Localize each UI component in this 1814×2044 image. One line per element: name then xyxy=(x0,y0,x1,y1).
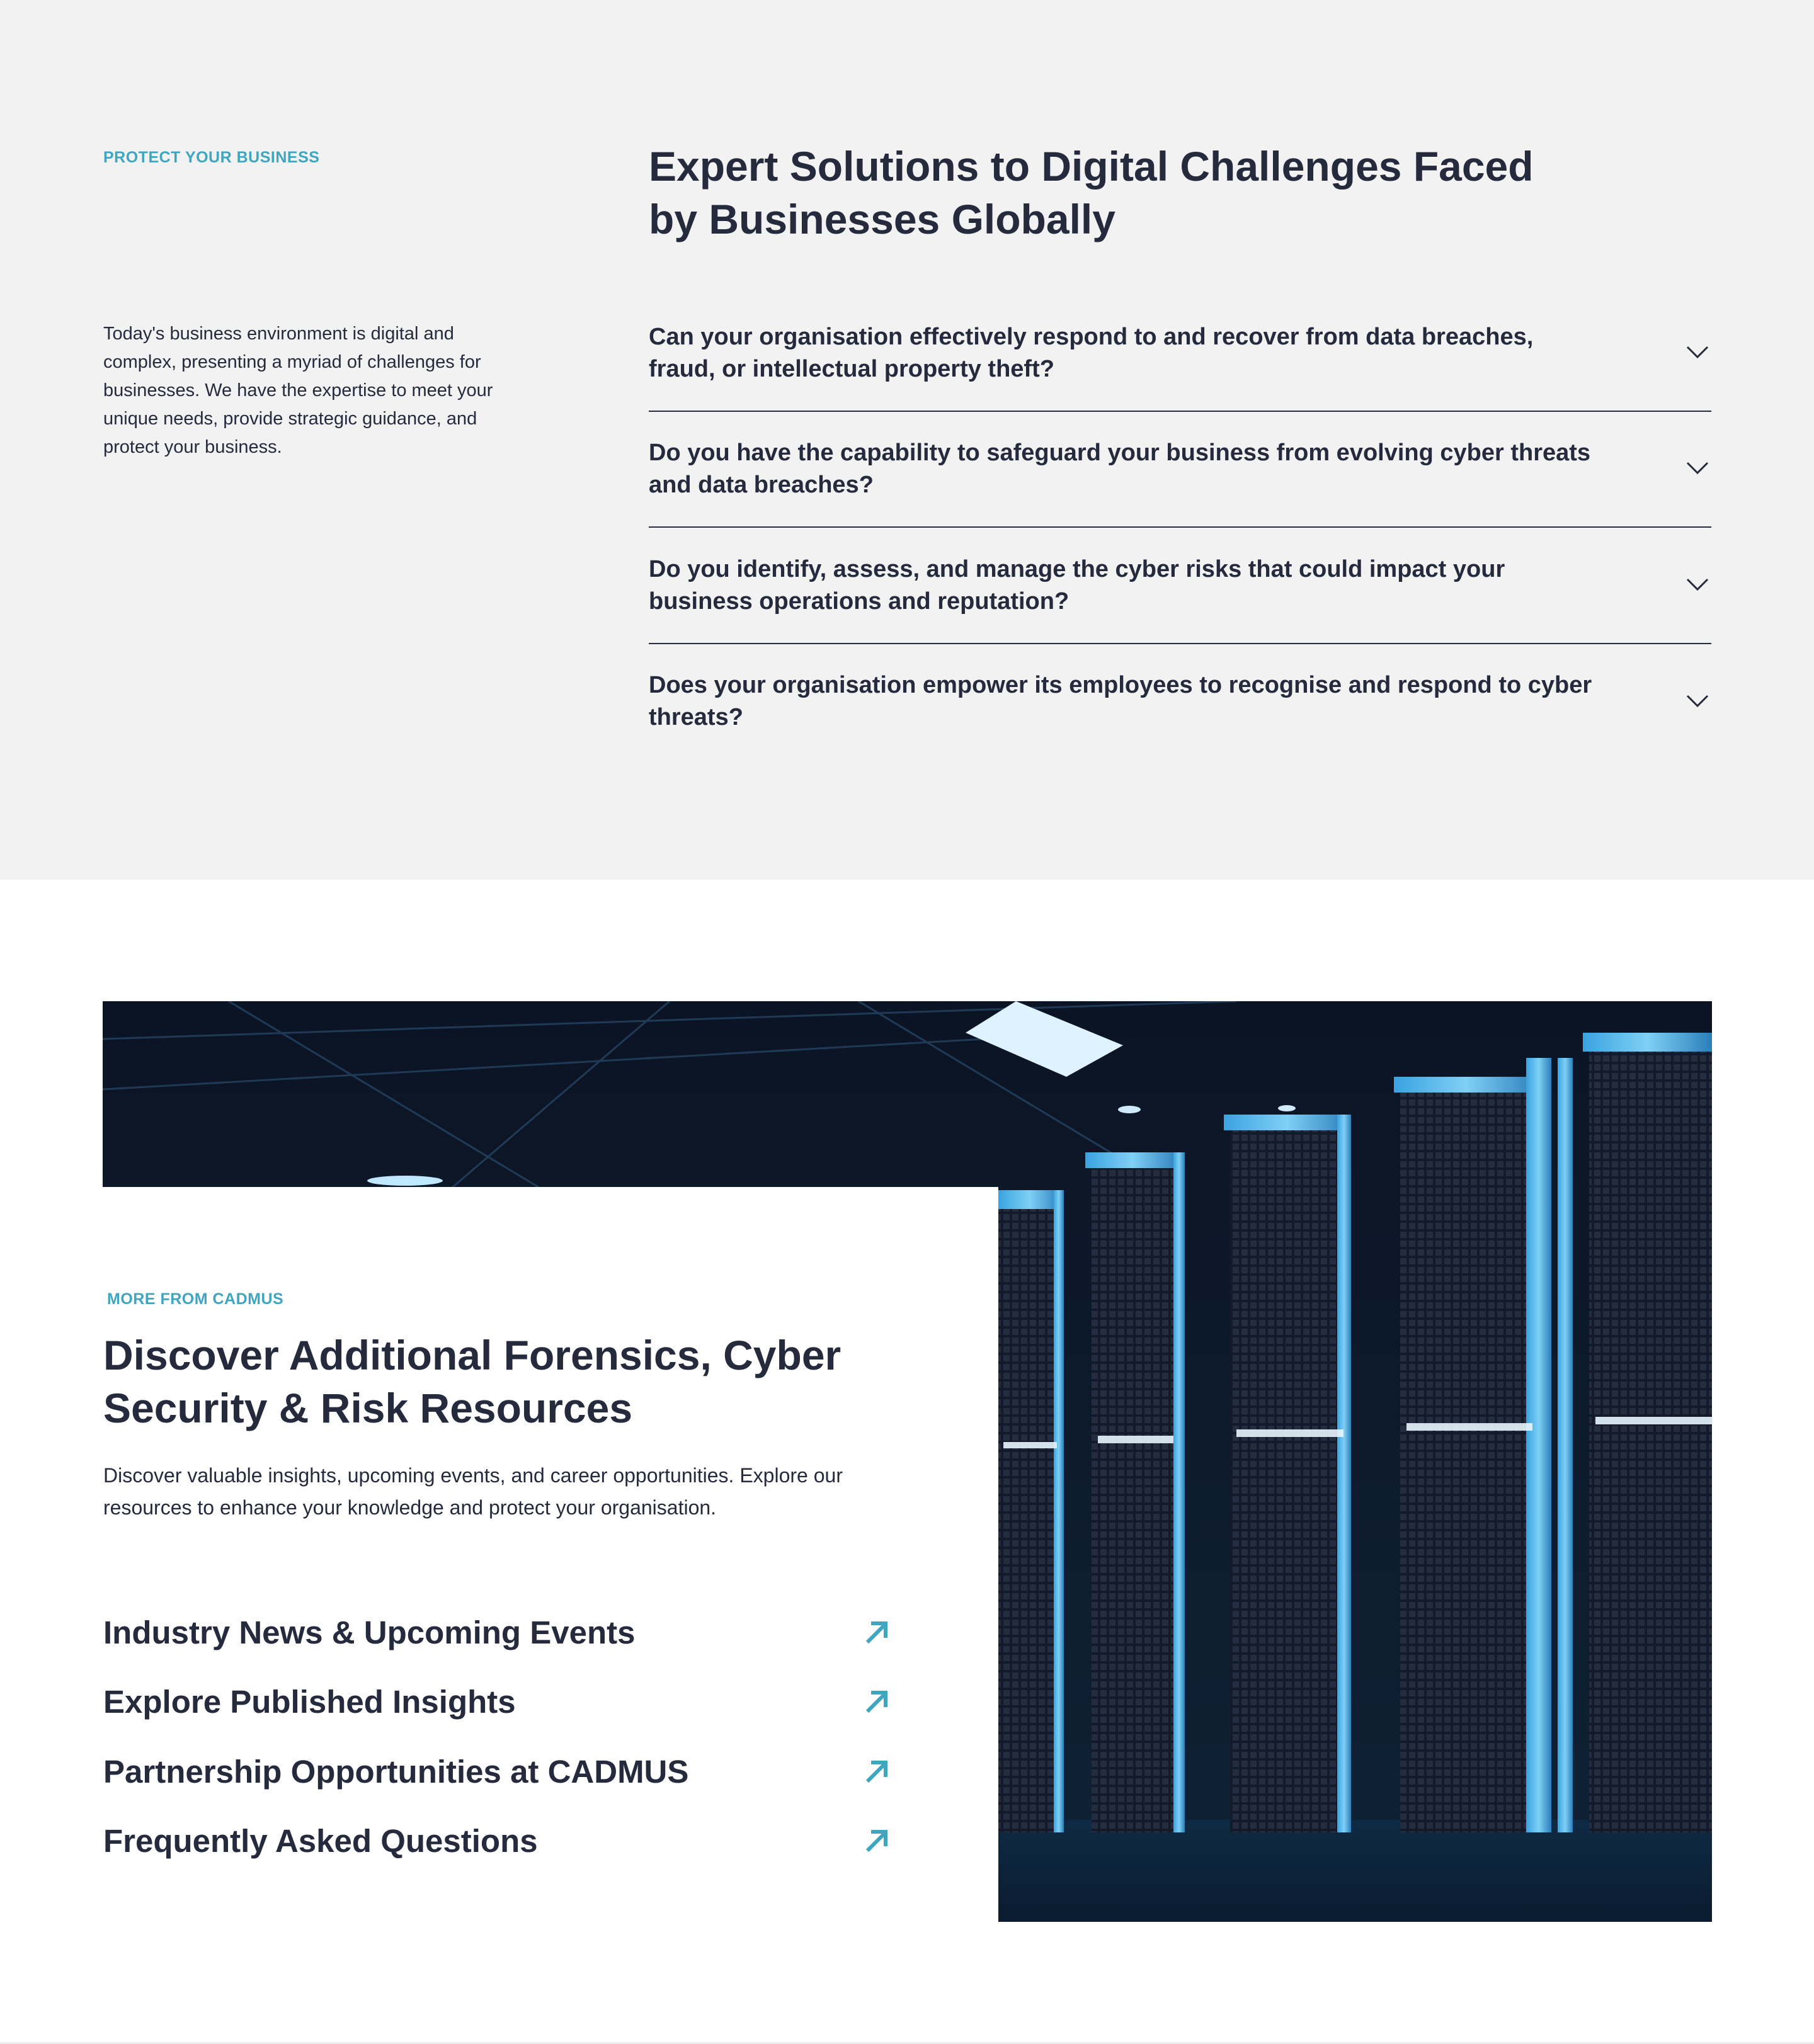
arrow-up-right-icon xyxy=(862,1757,890,1785)
link-industry-news[interactable] xyxy=(103,1611,897,1655)
faq-question-line: fraud, or intellectual property theft? xyxy=(649,356,1054,382)
faq-question[interactable] xyxy=(649,669,1625,734)
arrow-up-right-icon xyxy=(862,1618,890,1646)
faq-question[interactable] xyxy=(649,554,1625,618)
faq-question-line: Do you have the capability to safeguard your business from evolving cyber threats xyxy=(649,440,1591,466)
resources-heading-line2: Security & Risk Resources xyxy=(103,1385,633,1431)
faq-question[interactable] xyxy=(649,321,1625,385)
chevron-down-icon[interactable] xyxy=(1686,345,1709,360)
chevron-down-icon[interactable] xyxy=(1686,694,1709,709)
chevron-down-icon[interactable] xyxy=(1686,577,1709,593)
resources-eyebrow: MORE FROM CADMUS xyxy=(107,1290,284,1308)
protect-heading xyxy=(649,140,1534,246)
link-label: Industry News & Upcoming Events xyxy=(103,1615,636,1650)
resources-heading xyxy=(103,1329,841,1434)
chevron-down-icon[interactable] xyxy=(1686,461,1709,476)
link-partnership[interactable] xyxy=(103,1750,897,1794)
protect-heading-line2: by Businesses Globally xyxy=(649,196,1115,242)
protect-intro: Today's business environment is digital and complex, presenting a myriad of challenges for businesses. We have the expertise to meet your unique needs, provide strategic guidance, and protect your business. xyxy=(103,324,493,457)
arrow-up-right-icon xyxy=(862,1827,890,1854)
faq-question-line: and data breaches? xyxy=(649,472,874,498)
arrow-up-right-icon xyxy=(862,1688,890,1715)
faq-question-line: Does your organisation empower its employees to recognise and respond to cyber xyxy=(649,672,1592,698)
protect-heading-line1: Expert Solutions to Digital Challenges Faced xyxy=(649,143,1534,190)
resources-description: Discover valuable insights, upcoming events, and career opportunities. Explore our resources to enhance your knowledge and protect your organisation. xyxy=(103,1464,843,1519)
faq-question-line: threats? xyxy=(649,704,743,730)
resources-heading-line1: Discover Additional Forensics, Cyber xyxy=(103,1332,841,1378)
link-faq[interactable] xyxy=(103,1819,897,1863)
link-label: Partnership Opportunities at CADMUS xyxy=(103,1754,689,1790)
link-published-insights[interactable] xyxy=(103,1680,897,1724)
link-label: Explore Published Insights xyxy=(103,1684,516,1720)
faq-question-line: business operations and reputation? xyxy=(649,588,1070,615)
faq-question-line: Can your organisation effectively respond to and recover from data breaches, xyxy=(649,324,1534,350)
faq-question[interactable] xyxy=(649,437,1625,501)
link-label: Frequently Asked Questions xyxy=(103,1823,538,1859)
protect-eyebrow: PROTECT YOUR BUSINESS xyxy=(103,149,320,166)
faq-divider xyxy=(649,526,1711,528)
faq-question-line: Do you identify, assess, and manage the cyber risks that could impact your xyxy=(649,556,1505,582)
faq-divider xyxy=(649,643,1711,644)
protect-section xyxy=(0,0,1814,880)
faq-divider xyxy=(649,411,1711,412)
